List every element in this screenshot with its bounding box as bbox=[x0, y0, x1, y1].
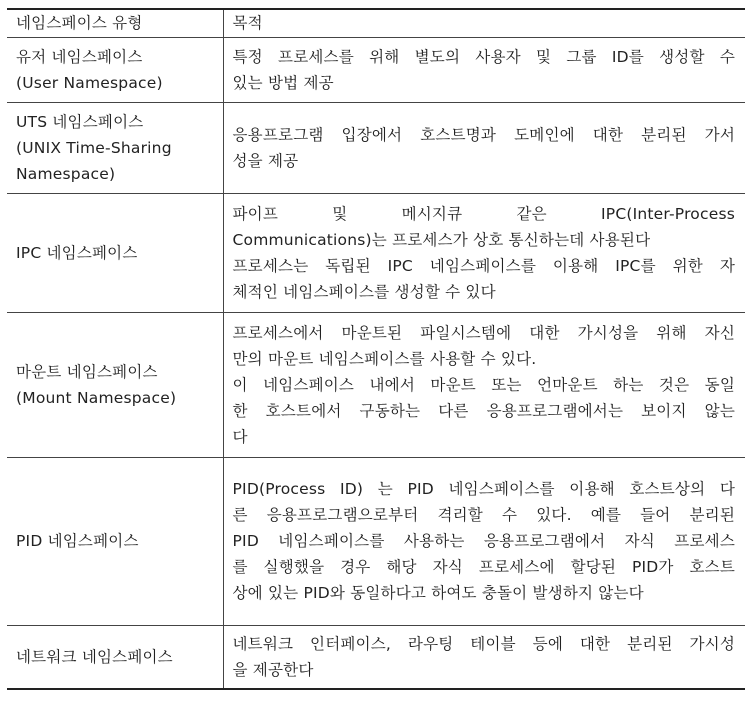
purpose-line: 네트워크 인터페이스, 라우팅 테이블 등에 대한 분리된 가시성 bbox=[232, 634, 735, 653]
namespace-table-container bbox=[7, 8, 745, 690]
purpose-line: 를 실행했을 경우 해당 자식 프로세스에 할당된 PID가 호스트 bbox=[232, 558, 735, 576]
type-line: 유저 네임스페이스 bbox=[16, 47, 143, 66]
purpose-line: 한 호스트에서 구동하는 다른 응용프로그램에서는 보이지 않는 bbox=[232, 401, 735, 420]
purpose-line: 파이프 및 메시지큐 같은 IPC(Inter-Process bbox=[232, 204, 735, 223]
table-row-network-namespace bbox=[7, 625, 745, 689]
purpose-line: 다 bbox=[232, 427, 248, 446]
table-row-pid-namespace bbox=[7, 457, 745, 625]
type-line: (UNIX Time-Sharing bbox=[16, 138, 172, 157]
purpose-line: 프로세스에서 마운트된 파일시스템에 대한 가시성을 위해 자신 bbox=[232, 323, 735, 342]
purpose-line: 이 네임스페이스 내에서 마운트 또는 언마운트 하는 것은 동일 bbox=[232, 375, 735, 394]
purpose-cell bbox=[223, 193, 745, 312]
table-header-row bbox=[7, 9, 745, 37]
purpose-line: 성을 제공 bbox=[232, 151, 299, 170]
purpose-line: 체적인 네임스페이스를 생성할 수 있다 bbox=[232, 282, 496, 301]
purpose-cell bbox=[223, 312, 745, 457]
purpose-line: 특정 프로세스를 위해 별도의 사용자 및 그룹 ID를 생성할 수 bbox=[232, 47, 735, 66]
purpose-line: 을 제공한다 bbox=[232, 660, 314, 679]
header-type-cell: 네임스페이스 유형 bbox=[7, 9, 223, 37]
type-cell bbox=[7, 457, 223, 625]
type-line: (Mount Namespace) bbox=[16, 388, 177, 407]
purpose-line: PID(Process ID) 는 PID 네임스페이스를 이용해 호스트상의 다 bbox=[232, 480, 735, 498]
namespace-table bbox=[7, 8, 745, 690]
table-row-uts-namespace bbox=[7, 102, 745, 193]
purpose-cell bbox=[223, 625, 745, 689]
table-row-user-namespace bbox=[7, 37, 745, 102]
type-cell bbox=[7, 193, 223, 312]
type-line: IPC 네임스페이스 bbox=[16, 243, 138, 262]
type-cell bbox=[7, 37, 223, 102]
purpose-cell bbox=[223, 37, 745, 102]
purpose-line: Communications)는 프로세스가 상호 통신하는데 사용된다 bbox=[232, 230, 651, 249]
table-row-ipc-namespace bbox=[7, 193, 745, 312]
purpose-line: 응용프로그램 입장에서 호스트명과 도메인에 대한 분리된 가서 bbox=[232, 125, 735, 144]
table-row-mount-namespace bbox=[7, 312, 745, 457]
type-line: PID 네임스페이스 bbox=[16, 532, 139, 550]
purpose-line: 있는 방법 제공 bbox=[232, 73, 334, 92]
purpose-line: PID 네임스페이스를 사용하는 응용프로그램에서 자식 프로세스 bbox=[232, 532, 735, 550]
type-cell bbox=[7, 312, 223, 457]
type-line: UTS 네임스페이스 bbox=[16, 112, 144, 131]
type-line: 마운트 네임스페이스 bbox=[16, 362, 158, 381]
purpose-line: 프로세스는 독립된 IPC 네임스페이스를 이용해 IPC를 위한 자 bbox=[232, 256, 735, 275]
type-line: (User Namespace) bbox=[16, 73, 163, 92]
purpose-cell bbox=[223, 102, 745, 193]
type-cell bbox=[7, 625, 223, 689]
purpose-line: 만의 마운트 네임스페이스를 사용할 수 있다. bbox=[232, 349, 537, 368]
purpose-cell bbox=[223, 457, 745, 625]
type-cell bbox=[7, 102, 223, 193]
header-purpose-cell: 목적 bbox=[232, 14, 263, 33]
type-line: Namespace) bbox=[16, 164, 116, 183]
purpose-line: 른 응용프로그램으로부터 격리할 수 있다. 예를 들어 분리된 bbox=[232, 506, 735, 524]
type-line: 네트워크 네임스페이스 bbox=[16, 647, 173, 666]
purpose-line: 상에 있는 PID와 동일하다고 하여도 충돌이 발생하지 않는다 bbox=[232, 584, 644, 602]
